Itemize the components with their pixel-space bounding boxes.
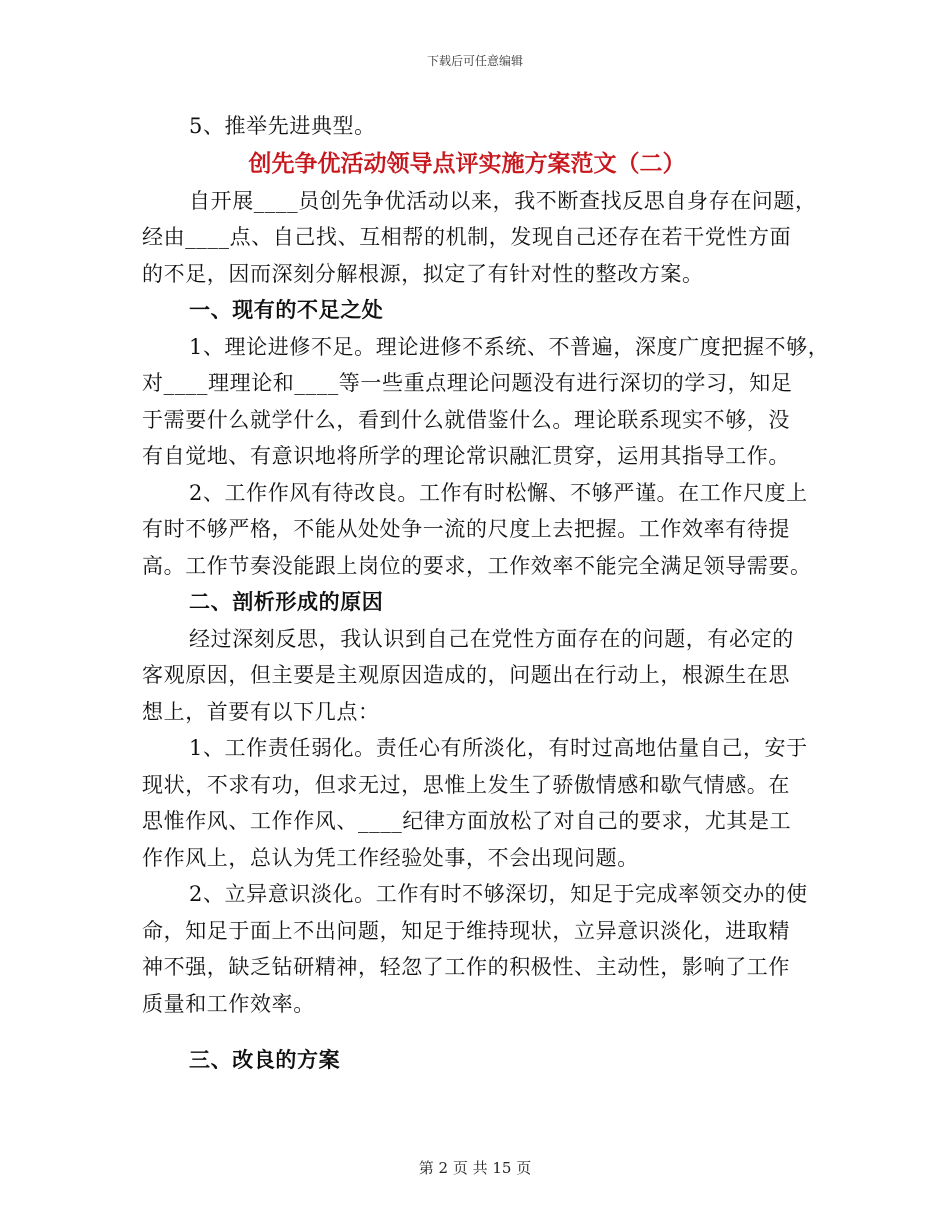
section-gap bbox=[142, 1022, 804, 1042]
paragraph-line: 高。工作节奏没能跟上岗位的要求，工作效率不能完全满足领导需要。 bbox=[142, 553, 812, 578]
section-heading-1: 一、现有的不足之处 bbox=[189, 297, 384, 322]
document-body bbox=[142, 108, 830, 1079]
paragraph-responsibility bbox=[142, 730, 808, 876]
page-header: 下载后可任意编辑 bbox=[426, 54, 523, 68]
paragraph-line: 于需要什么就学什么，看到什么就借鉴什么。理论联系现实不够，没 bbox=[142, 407, 790, 432]
section-heading-2: 二、剖析形成的原因 bbox=[189, 589, 384, 614]
paragraph-line: 有自觉地、有意识地将所学的理论常识融汇贯穿，运用其指导工作。 bbox=[142, 444, 790, 468]
paragraph-line: 2、工作作风有待改良。工作有时松懈、不够严谨。在工作尺度上 bbox=[189, 480, 808, 505]
paragraph-line: 1、工作责任弱化。责任心有所淡化，有时过高地估量自己，安于 bbox=[189, 736, 808, 760]
intro-line: 经由____点、自己找、互相帮的机制，发现自己还存在若干党性方面 bbox=[142, 225, 792, 249]
page-footer: 第 2 页 共 15 页 bbox=[418, 1159, 532, 1177]
document-title: 创先争优活动领导点评实施方案范文（二） bbox=[248, 149, 686, 177]
paragraph-line: 想上，首要有以下几点： bbox=[142, 699, 380, 724]
list-item-5: 5、推举先进典型。 bbox=[189, 114, 376, 138]
section-heading-3: 三、改良的方案 bbox=[189, 1047, 341, 1072]
paragraph-line: 命，知足于面上不出问题，知足于维持现状，立异意识淡化，进取精 bbox=[142, 918, 790, 943]
paragraph-line: 作作风上，总认为凭工作经验处事，不会出现问题。 bbox=[142, 845, 639, 870]
paragraph-line: 神不强，缺乏钻研精神，轻忽了工作的积极性、主动性，影响了工作 bbox=[142, 955, 790, 979]
paragraph-line: 经过深刻反思，我认识到自己在党性方面存在的问题，有必定的 bbox=[189, 626, 794, 651]
paragraph-line: 2、立异意识淡化。工作有时不够深切，知足于完成率领交办的使 bbox=[189, 882, 808, 906]
intro-line: 自开展____员创先争优活动以来，我不断查找反思自身存在问题， bbox=[189, 188, 817, 213]
paragraph-reflection bbox=[142, 621, 804, 731]
intro-line: 的不足，因而深刻分解根源，拟定了有针对性的整改方案。 bbox=[142, 261, 704, 286]
paragraph-work-style bbox=[142, 475, 812, 585]
paragraph-theory bbox=[142, 329, 830, 475]
paragraph-line: 有时不够严格，不能从处处争一流的尺度上去把握。工作效率有待提 bbox=[142, 517, 790, 541]
paragraph-innovation bbox=[142, 876, 808, 1022]
paragraph-line: 质量和工作效率。 bbox=[142, 991, 315, 1016]
paragraph-line: 客观原因，但主要是主观原因造成的，问题出在行动上，根源生在思 bbox=[142, 663, 790, 687]
paragraph-line: 对____理理论和____等一些重点理论问题没有进行深切的学习，知足 bbox=[142, 371, 793, 395]
intro-paragraph bbox=[142, 183, 817, 293]
paragraph-line: 思惟作风、工作作风、____纪律方面放松了对自己的要求，尤其是工 bbox=[142, 809, 792, 833]
paragraph-line: 现状，不求有功，但求无过，思惟上发生了骄傲情感和歇气情感。在 bbox=[142, 772, 790, 797]
paragraph-line: 1、理论进修不足。理论进修不系统、不普遍，深度广度把握不够， bbox=[189, 334, 830, 359]
